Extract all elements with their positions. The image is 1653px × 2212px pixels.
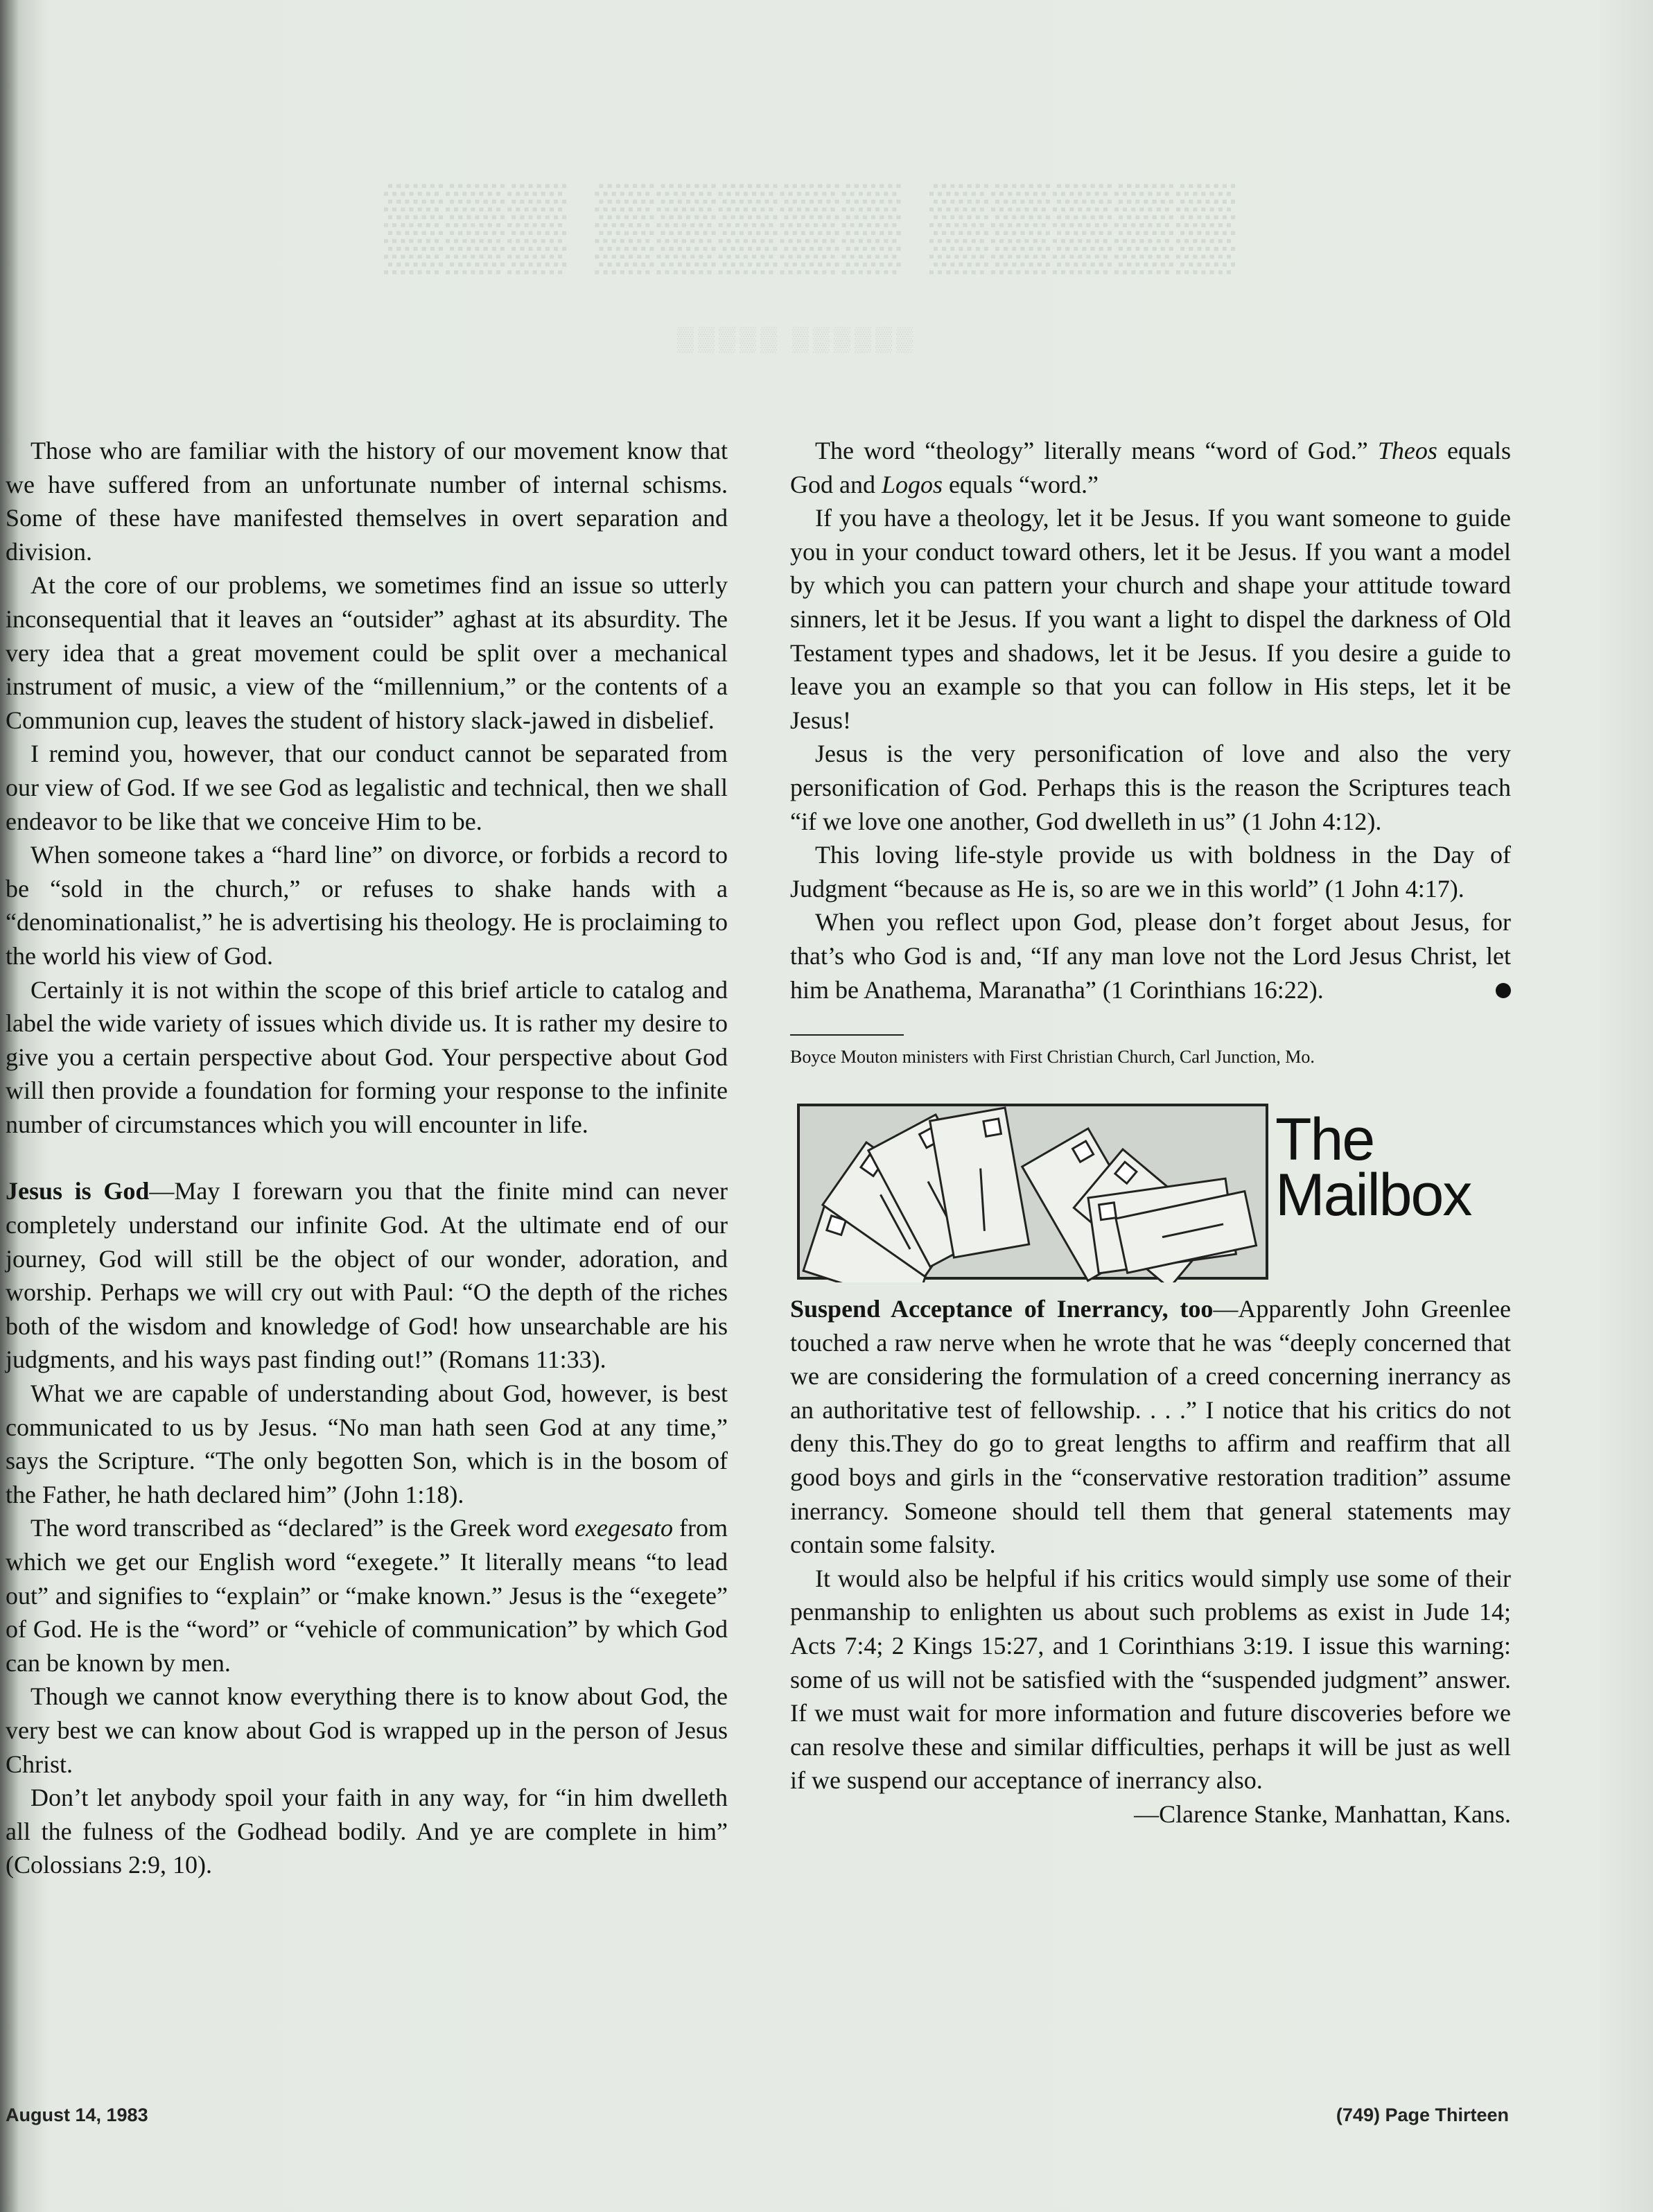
body-paragraph: Don’t let anybody spoil your faith in any way, for “in him dwelleth all the fulness of the Godhead bodily. And ye are complete in him” (Colossians 2:9, 10). <box>6 1784 728 1879</box>
faded-show-through-title: ▒▒▒ ▒▒▒▒▒ ▒▒▒▒▒ <box>384 178 1238 271</box>
body-paragraph: I remind you, however, that our conduct cannot be separated from our view of God. If we see God as legalistic and technical, then we shall endeavor to be like that we conceive Him to be. <box>6 740 728 835</box>
body-paragraph: This loving life-style provide us with boldness in the Day of Judgment “because as He is, so are we in this world” (1 John 4:17). <box>790 841 1511 903</box>
section-lead-text: —May I forewarn you that the finite mind can never completely understand our infinite God. At the ultimate end of our journey, God will still be the object of our wonder, adoration, and worship. Perhaps we will cry out with Paul: “O the depth of the riches both of the wisdom and knowledge of God! how unsearchable are his judgments, and his ways past finding out!” (Romans 11:33). <box>6 1177 728 1374</box>
body-paragraph: What we are capable of understanding about God, however, is best communicated to us by Jesus. “No man hath seen God at any time,” says the Scripture. “The only begotten Son, which is in the bosom of the Father, he hath declared him” (John 1:18). <box>6 1379 728 1508</box>
mailbox-envelopes-illustration <box>797 1101 1268 1282</box>
letter-heading: Suspend Acceptance of Inerrancy, too <box>790 1295 1214 1323</box>
right-column <box>790 434 1511 1831</box>
exegesato-post: from which we get our English word “exegete.” It literally means “to lead out” and signifies to “explain” or “make known.” Jesus is the “exegete” of God. He is the “word” or “vehicle of communication” by which God can be known by men. <box>6 1514 728 1677</box>
mailbox-title <box>1275 1106 1511 1229</box>
footer-date: August 14, 1983 <box>6 2105 148 2125</box>
section-paragraph <box>6 1174 728 1377</box>
exegesato-pre: The word transcribed as “declared” is the Greek word <box>30 1514 575 1542</box>
theology-mid: equals God and <box>790 437 1511 498</box>
left-column <box>6 434 728 1882</box>
end-mark-icon <box>1496 983 1511 998</box>
body-paragraph: If you have a theology, let it be Jesus. If you want someone to guide you in your conduct toward others, let it be Jesus. If you want a model by which you can pattern your church and shape your attitude toward sinners, let it be Jesus. If you want a light to dispel the darkness of Old Testament types and shadows, let it be Jesus. If you desire a guide to leave you an example so that you can follow in His steps, let it be Jesus! <box>790 504 1511 734</box>
mailbox-header <box>790 1101 1511 1288</box>
letter-signature: —Clarence Stanke, Manhattan, Kans. <box>1134 1800 1511 1828</box>
mailbox-title-line1: The <box>1275 1106 1374 1174</box>
credit-rule <box>790 1034 904 1036</box>
closing-text: When you reflect upon God, please don’t forget about Jesus, for that’s who God is and, “If any man love not the Lord Jesus Christ, let him be Anathema, Maranatha” (1 Corinthians 16:22). <box>790 908 1511 1004</box>
author-credit: Boyce Mouton ministers with First Christian Church, Carl Junction, Mo. <box>790 1047 1315 1068</box>
body-paragraph: At the core of our problems, we sometimes find an issue so utterly inconsequential that it leaves an “outsider” aghast at its absurdity. The very idea that a great movement could be split over a mechanical instrument of music, a view of the “millennium,” or the contents of a Communion cup, leaves the student of history slack-jawed in disbelief. <box>6 571 728 734</box>
logos-word: Logos <box>881 470 943 498</box>
body-paragraph <box>790 905 1511 1007</box>
body-paragraph: Those who are familiar with the history of our movement know that we have suffered from an unfortunate number of internal schisms. Some of these have manifested themselves in overt separation and division. <box>6 437 728 566</box>
theology-pre: The word “theology” literally means “word of God.” <box>815 437 1378 464</box>
letter-paragraph <box>790 1292 1511 1562</box>
body-paragraph: Though we cannot know everything there is to know about God, the very best we can know about God is wrapped up in the person of Jesus Christ. <box>6 1682 728 1778</box>
letter-lead-text: —Apparently John Greenlee touched a raw nerve when he wrote that he was “deeply concerned that we are considering the formulation of a creed concerning inerrancy as an authoritative test of fellowship. . . .” I notice that his critics do not deny this.They do go to great lengths to affirm and reaffirm that all good boys and girls in the “conservative restoration tradition” assume inerrancy. Someone should tell them that general statements may contain some falsity. <box>790 1295 1511 1559</box>
theos-word: Theos <box>1377 437 1437 464</box>
body-paragraph: When someone takes a “hard line” on divorce, or forbids a record to be “sold in the church,” or refuses to shake hands with a “denominationalist,” he is advertising his theology. He is proclaiming to the world his view of God. <box>6 841 728 970</box>
section-heading: Jesus is God <box>6 1177 150 1205</box>
body-paragraph <box>790 434 1511 501</box>
letter-paragraph: It would also be helpful if his critics would simply use some of their penmanship to enlighten us about such problems as exist in Jude 14; Acts 7:4; 2 Kings 15:27, and 1 Corinthians 3:19. I issue this warning: some of us will not be satisfied with the “suspended judgment” answer. If we must wait for more information and future discoveries before we can resolve these and similar difficulties, perhaps it will be just as well if we suspend our acceptance of inerrancy also. <box>790 1564 1511 1795</box>
faded-show-through-byline: ▒▒▒▒▒ ▒▒▒▒▒▒ <box>676 326 918 352</box>
greek-word: exegesato <box>575 1514 673 1542</box>
body-paragraph: Jesus is the very personification of love and also the very personification of God. Perhaps this is the reason the Scriptures teach “if we love one another, God dwelleth in us” (1 John 4:12). <box>790 740 1511 835</box>
footer-page-number: (749) Page Thirteen <box>1336 2105 1509 2125</box>
theology-post: equals “word.” <box>943 470 1099 498</box>
body-paragraph: Certainly it is not within the scope of this brief article to catalog and label the wide variety of issues which divide us. It is rather my desire to give you a certain perspective about God. Your perspective about God will then provide a foundation for forming your response to the infinite number of circumstances which you will encounter in life. <box>6 975 728 1138</box>
mailbox-title-line2: Mailbox <box>1275 1162 1471 1229</box>
body-paragraph <box>6 1511 728 1680</box>
